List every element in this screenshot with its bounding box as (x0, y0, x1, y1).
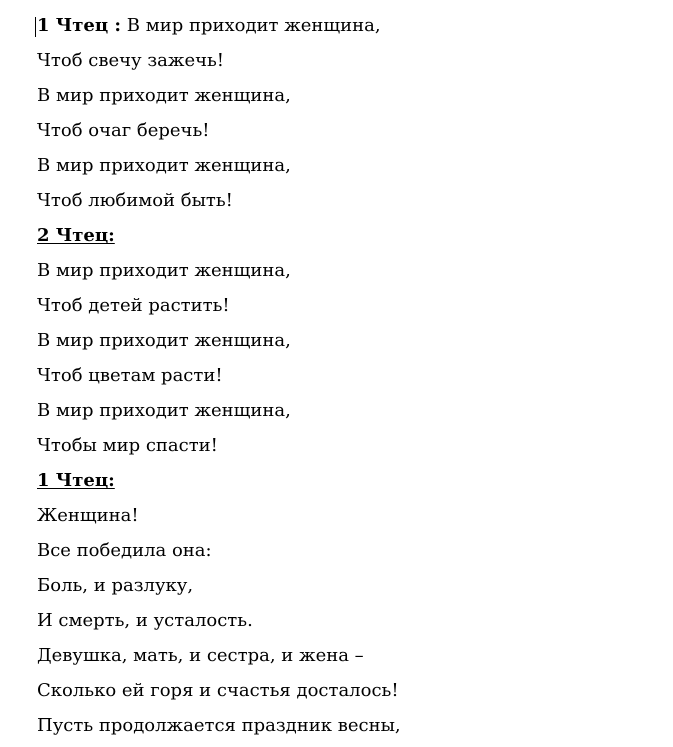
line-text: И смерть, и усталость. (37, 610, 253, 631)
line-text: В мир приходит женщина, (37, 155, 291, 176)
line-text: В мир приходит женщина, (37, 330, 291, 351)
line-text: Женщина! (37, 505, 139, 526)
line-text: В мир приходит женщина, (37, 85, 291, 106)
speaker-heading (37, 222, 657, 257)
text-line (37, 677, 657, 712)
text-cursor (35, 17, 36, 37)
line-text: Чтобы мир спасти! (37, 435, 218, 456)
speaker-label: 1 Чтец : (37, 15, 122, 36)
line-text: Чтоб любимой быть! (37, 190, 233, 211)
line-text: Чтоб свечу зажечь! (37, 50, 225, 71)
line-text: Чтоб цветам расти! (37, 365, 223, 386)
line-text: В мир приходит женщина, (37, 260, 291, 281)
text-line (37, 362, 657, 397)
text-line (37, 12, 657, 47)
text-line (37, 82, 657, 117)
line-text: Чтоб детей растить! (37, 295, 230, 316)
text-line (37, 47, 657, 82)
line-text: Сколько ей горя и счастья досталось! (37, 680, 399, 701)
document-body[interactable] (37, 12, 657, 747)
text-line (37, 257, 657, 292)
line-text: Пусть продолжается праздник весны, (37, 715, 401, 736)
speaker-label: 1 Чтец: (37, 470, 115, 491)
text-line (37, 642, 657, 677)
text-line (37, 432, 657, 467)
text-line (37, 187, 657, 222)
text-line (37, 607, 657, 642)
text-line (37, 327, 657, 362)
line-text: В мир приходит женщина, (37, 400, 291, 421)
line-text: Девушка, мать, и сестра, и жена – (37, 645, 364, 666)
text-line (37, 537, 657, 572)
line-text: Боль, и разлуку, (37, 575, 194, 596)
speaker-heading (37, 467, 657, 502)
text-line (37, 292, 657, 327)
text-line (37, 397, 657, 432)
text-line (37, 712, 657, 747)
text-line (37, 572, 657, 607)
text-line (37, 502, 657, 537)
speaker-label: 2 Чтец: (37, 225, 115, 246)
line-text: Чтоб очаг беречь! (37, 120, 210, 141)
line-text: В мир приходит женщина, (121, 15, 381, 36)
line-text: Все победила она: (37, 540, 212, 561)
text-line (37, 117, 657, 152)
text-line (37, 152, 657, 187)
